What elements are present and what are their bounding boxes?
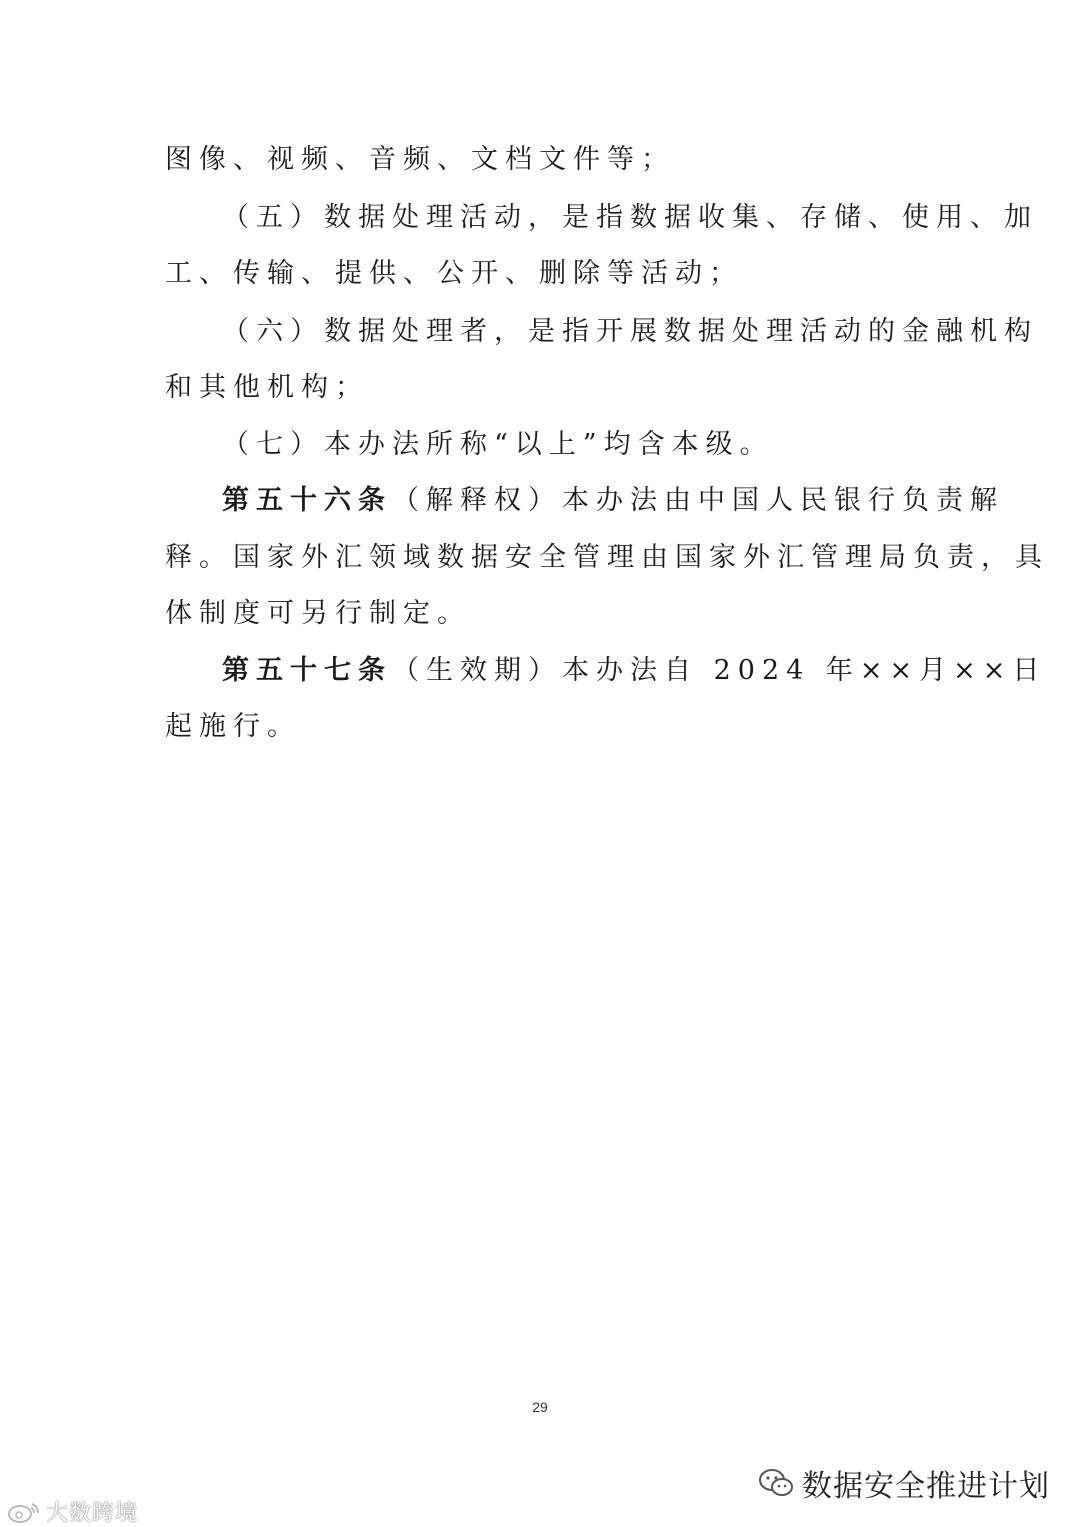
text-line-4: （六）数据处理者，是指开展数据处理活动的金融机构 [222,316,1038,347]
article-56-heading: 第五十六条 [222,485,392,516]
article-57-heading: 第五十七条 [222,655,392,686]
watermark-wechat-text: 数据安全推进计划 [802,1469,1050,1504]
text-line-11: 起施行。 [165,711,301,742]
text-line-8: 释。国家外汇领域数据安全管理由国家外汇管理局负责，具 [165,542,1049,573]
page-number: 29 [532,1399,548,1415]
text-line-6: （七）本办法所称“以上”均含本级。 [222,429,774,460]
wechat-logo-icon [758,1468,794,1498]
watermark-weibo [6,1496,138,1527]
article-57-line [222,651,1047,691]
text-line-5: 和其他机构； [165,372,369,403]
watermark-wechat [758,1461,1050,1505]
article-57-text: （生效期）本办法自 2024 年××月××日 [392,655,1047,686]
article-56-line [222,481,1004,521]
text-line-3: 工、传输、提供、公开、删除等活动； [165,258,743,289]
text-line-1: 图像、视频、音频、文档文件等； [165,144,675,175]
text-line-9: 体制度可另行制定。 [165,598,471,629]
weibo-logo-icon [6,1500,42,1524]
text-line-2: （五）数据处理活动，是指数据收集、存储、使用、加 [222,202,1038,233]
article-56-text: （解释权）本办法由中国人民银行负责解 [392,485,1004,516]
watermark-weibo-text: 大数跨境 [46,1501,139,1526]
